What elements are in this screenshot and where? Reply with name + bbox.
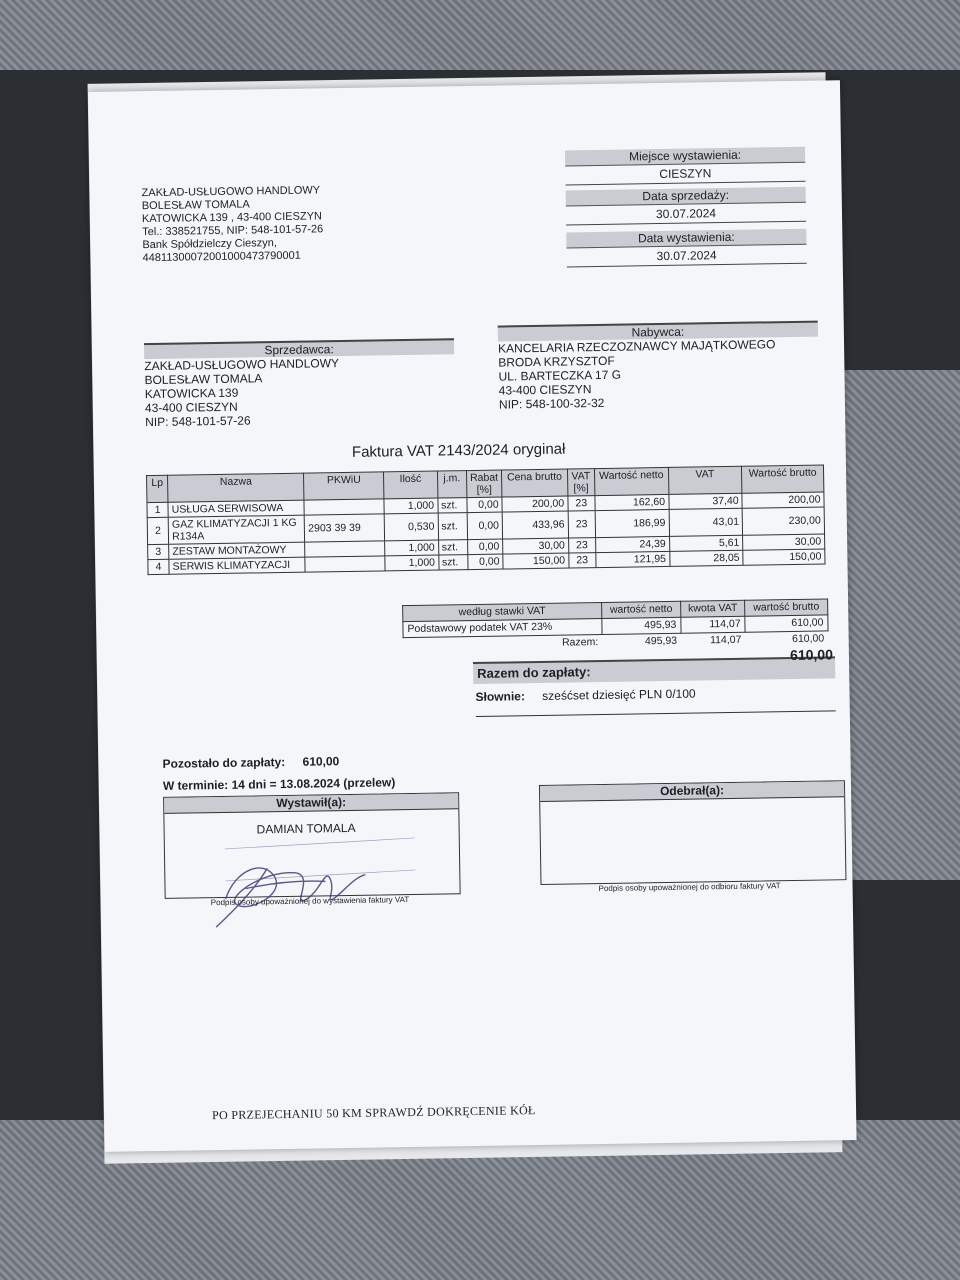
footer-note: PO PRZEJECHANIU 50 KM SPRAWDŹ DOKRĘCENIE KÓŁ: [211, 1103, 536, 1123]
invoice-title: Faktura VAT 2143/2024 oryginał: [351, 440, 566, 461]
cell: 114,07: [681, 616, 746, 633]
cell: 30,00: [503, 538, 569, 554]
payment-term: W terminie: 14 dni = 13.08.2024 (przelew): [162, 775, 396, 793]
seller-label: Sprzedawca:: [144, 338, 454, 359]
seller-header-line: Bank Spółdzielczy Cieszyn,: [142, 237, 278, 252]
cell: [305, 541, 385, 557]
seller-line: BOLESŁAW TOMALA: [144, 371, 263, 388]
issue-date-label: Data wystawienia:: [566, 229, 806, 249]
cell: 200,00: [742, 492, 824, 508]
cell: szt.: [438, 555, 467, 570]
col-vat-rate: VAT [%]: [567, 469, 595, 496]
cell: ZESTAW MONTAŻOWY: [169, 542, 305, 559]
buyer-line: NIP: 548-100-32-32: [498, 395, 605, 412]
cell: 37,40: [668, 493, 742, 509]
in-words-value: sześćset dziesięć PLN 0/100: [542, 686, 696, 703]
issuer-name: DAMIAN TOMALA: [256, 820, 356, 837]
cell: 150,00: [743, 549, 825, 565]
cell: 433,96: [502, 511, 568, 539]
cell: 200,00: [502, 496, 568, 512]
company-stamp-and-signature: [204, 815, 446, 929]
cell: 186,99: [595, 509, 669, 537]
col-lp: Lp: [147, 475, 169, 502]
cell: 0,00: [467, 539, 503, 555]
receiver-box: [539, 780, 847, 885]
buyer-block: [498, 321, 819, 412]
cell: 0,00: [467, 497, 503, 513]
cell: 5,61: [669, 535, 743, 551]
cell: SERWIS KLIMATYZACJI: [169, 557, 305, 574]
cell: 1,000: [385, 540, 439, 556]
cell: 2903 39 39: [305, 514, 385, 542]
summary-col-rate: według stawki VAT: [403, 602, 602, 621]
in-words-row: [475, 684, 835, 717]
col-name: Nazwa: [168, 473, 305, 502]
col-gross-price: Cena brutto: [502, 469, 568, 497]
cell: szt.: [437, 498, 466, 513]
cell: 0,00: [468, 554, 504, 570]
col-vat-amount: VAT: [668, 466, 742, 494]
col-pkwiu: PKWiU: [304, 472, 384, 500]
summary-col-gross: wartość brutto: [745, 599, 828, 616]
seller-header-line: ZAKŁAD-USŁUGOWO HANDLOWY: [141, 184, 321, 200]
col-gross-value: Wartość brutto: [742, 465, 824, 493]
seller-line: NIP: 548-101-57-26: [145, 413, 251, 430]
vat-summary-table: [402, 598, 829, 653]
cell: 23: [568, 538, 595, 553]
remaining-value: 610,00: [302, 754, 340, 769]
cell: USŁUGA SERWISOWA: [168, 500, 304, 517]
issuer-box: [163, 792, 461, 899]
cell: 30,00: [743, 534, 825, 550]
col-unit: j.m.: [437, 471, 467, 498]
seller-header-line: BOLESŁAW TOMALA: [141, 198, 250, 213]
issue-date-value: 30.07.2024: [567, 245, 807, 268]
to-pay-label: Razem do zapłaty:: [477, 664, 591, 681]
cell: szt.: [438, 513, 468, 540]
seller-block: [144, 338, 455, 429]
summary-total-label: Razem:: [561, 636, 599, 649]
cell: 495,93: [602, 617, 681, 634]
cell: 3: [148, 544, 169, 559]
cell: 43,01: [669, 508, 743, 536]
cell: 23: [568, 496, 595, 511]
buyer-line: 43-400 CIESZYN: [498, 382, 592, 398]
cell: 2: [147, 517, 169, 544]
col-discount: Rabat [%]: [466, 470, 502, 498]
buyer-label: Nabywca:: [498, 321, 818, 342]
seller-line: KATOWICKA 139: [144, 385, 239, 402]
issuer-label: Wystawił(a):: [164, 793, 458, 814]
cell: 230,00: [742, 507, 824, 535]
cell: 1,000: [384, 498, 438, 514]
col-net-value: Wartość netto: [594, 467, 668, 495]
remaining-label: Pozostało do zapłaty:: [162, 754, 286, 771]
seat-background-top: [0, 0, 960, 70]
cell: 1,000: [385, 555, 439, 571]
receiver-label: Odebrał(a):: [540, 781, 844, 802]
in-words-label: Słownie:: [475, 689, 525, 704]
cell: 162,60: [595, 494, 669, 510]
place-box: [565, 147, 806, 186]
cell: 23: [568, 511, 596, 538]
cell: 0,00: [467, 512, 503, 540]
cell: Podstawowy podatek VAT 23%: [403, 618, 602, 637]
seller-header-line: KATOWICKA 139 , 43-400 CIESZYN: [141, 210, 323, 226]
cell: GAZ KLIMATYZACJI 1 KG R134A: [168, 515, 305, 544]
cell: 4: [148, 559, 169, 574]
sale-date-label: Data sprzedaży:: [566, 187, 806, 207]
cell: 24,39: [595, 536, 669, 552]
sale-date-box: [566, 187, 807, 226]
cell: szt.: [438, 540, 467, 555]
place-label: Miejsce wystawienia:: [565, 147, 805, 167]
to-pay-value: 610,00: [789, 646, 834, 664]
cell: 150,00: [503, 553, 569, 569]
cell: [305, 556, 385, 572]
seat-background-side: [840, 370, 960, 880]
cell: 610,00: [745, 615, 828, 632]
buyer-line: BRODA KRZYSZTOF: [498, 353, 615, 370]
seller-header-line: Tel.: 338521755, NIP: 548-101-57-26: [142, 223, 324, 239]
invoice-paper: [88, 80, 857, 1152]
issue-date-box: [566, 229, 807, 268]
seller-line: 43-400 CIESZYN: [144, 399, 238, 416]
place-value: CIESZYN: [565, 163, 805, 186]
sale-date-value: 30.07.2024: [566, 203, 806, 226]
cell: 121,95: [596, 551, 670, 567]
cell: 0,530: [384, 513, 438, 541]
cell: 495,93: [644, 634, 678, 648]
summary-col-net: wartość netto: [602, 601, 681, 618]
seller-header-line: 44811300072001000473790001: [142, 249, 301, 265]
cell: 23: [568, 553, 595, 568]
remaining-row: [162, 754, 339, 771]
cell: 1: [147, 502, 168, 517]
col-qty: Ilość: [384, 471, 438, 499]
cell: [304, 499, 384, 515]
seller-line: ZAKŁAD-USŁUGOWO HANDLOWY: [144, 356, 340, 374]
cell: 28,05: [669, 550, 743, 566]
cell: 114,07: [709, 633, 742, 647]
items-table: [146, 464, 825, 575]
buyer-line: KANCELARIA RZECZOZNAWCY MAJĄTKOWEGO: [497, 337, 776, 356]
cell: 610,00: [791, 632, 825, 646]
receiver-caption: Podpis osoby upoważnionej do odbioru faktury VAT: [598, 881, 781, 894]
issuer-caption: Podpis osoby upoważnionej do wystawienia faktury VAT: [210, 895, 410, 908]
buyer-line: UL. BARTECZKA 17 G: [498, 367, 622, 384]
seller-header: [142, 183, 403, 265]
summary-col-vat: kwota VAT: [680, 600, 745, 617]
